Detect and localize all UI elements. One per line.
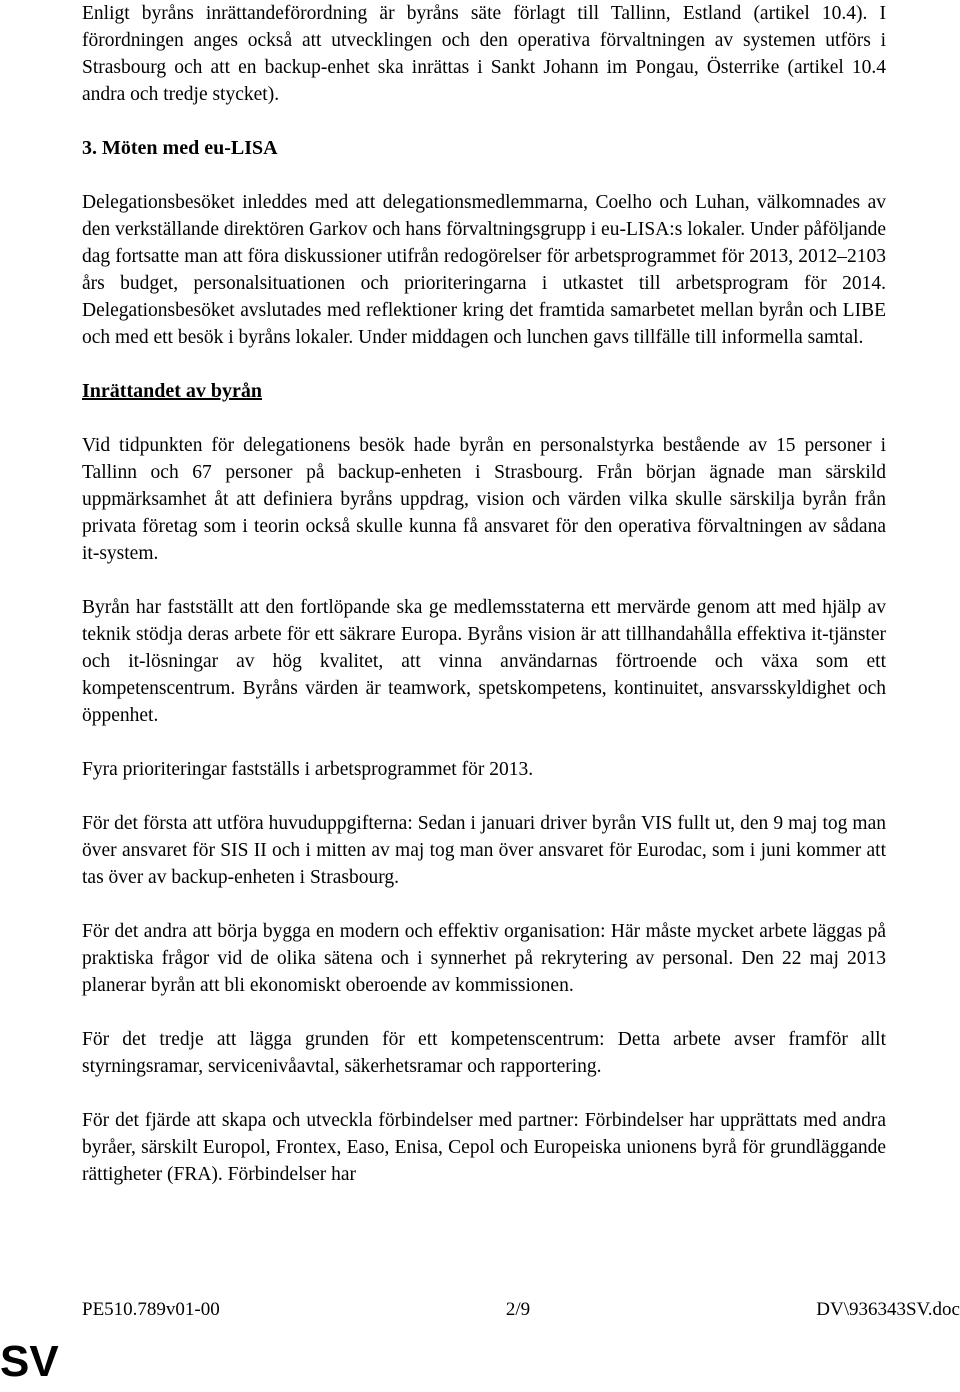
meetings-paragraph: Delegationsbesöket inleddes med att delegationsmedlemmarna, Coelho och Luhan, välkomnades av den verkställande direktören Garkov och hans förvaltningsgrupp i eu-LISA:s lokaler. Under påföljande dag fortsatte man att föra diskussioner utifrån redogörelser för arbetsprogrammet för 2013, 2012–2103 års budget, personalsituationen och prioriteringarna i utkastet till arbetsprogram för 2014. Delegationsbesöket avslutades med reflektioner kring det framtida samarbetet mellan byrån och LIBE och med ett besök i byråns lokaler. Under middagen och lunchen gavs tillfälle till informella samtal.	[82, 192, 886, 348]
footer-page-number: 2/9	[505, 1299, 531, 1320]
footer-doc-ref: PE510.789v01-00	[82, 1299, 220, 1320]
priority-4-paragraph: För det fjärde att skapa och utveckla förbindelser med partner: Förbindelser har upprättats med andra byråer, särskilt Europol, Frontex, Easo, Enisa, Cepol och Europeiska unionens byrå för grundläggande rättigheter (FRA). Förbindelser har	[82, 1110, 886, 1185]
document-body	[82, 0, 886, 1188]
language-code: SV	[0, 1337, 59, 1386]
priorities-intro: Fyra prioriteringar fastställs i arbetsprogrammet för 2013.	[82, 759, 534, 780]
intro-paragraph: Enligt byråns inrättandeförordning är byråns säte förlagt till Tallinn, Estland (artikel 10.4). I förordningen anges också att utvecklingen och den operativa förvaltningen av systemen utförs i Strasbourg och att en backup-enhet ska inrättas i Sankt Johann im Pongau, Österrike (artikel 10.4 andra och tredje stycket).	[82, 3, 886, 105]
establishment-paragraph-1: Vid tidpunkten för delegationens besök hade byrån en personalstyrka bestående av 15 personer i Tallinn och 67 personer på backup-enheten i Strasbourg. Från början ägnade man särskild uppmärksamhet åt att definiera byråns uppdrag, vision och värden vilka skulle särskilja byrån från privata företag som i teorin också skulle kunna få ansvaret för den operativa förvaltningen av sådana it-system.	[82, 435, 886, 564]
priority-1-paragraph: För det första att utföra huvuduppgifterna: Sedan i januari driver byrån VIS fullt ut, den 9 maj tog man över ansvaret för SIS II och i mitten av maj tog man över ansvaret för Eurodac, som i juni kommer att tas över av backup-enheten i Strasbourg.	[82, 813, 886, 888]
establishment-paragraph-2: Byrån har fastställt att den fortlöpande ska ge medlemsstaterna ett mervärde genom att med hjälp av teknik stödja deras arbete för ett säkrare Europa. Byråns vision är att tillhandahålla effektiva it-tjänster och it-lösningar av hög kvalitet, att vinna användarnas förtroende och växa som ett kompetenscentrum. Byråns värden är teamwork, spetskompetens, kontinuitet, ansvarsskyldighet och öppenhet.	[82, 597, 886, 726]
footer-file-ref: DV\936343SV.doc	[816, 1299, 960, 1320]
section-heading-meetings: 3. Möten med eu-LISA	[82, 137, 278, 159]
section-heading-establishment: Inrättandet av byrån	[82, 380, 263, 402]
page-footer	[82, 1298, 960, 1322]
priority-3-paragraph: För det tredje att lägga grunden för ett kompetenscentrum: Detta arbete avser framför allt styrningsramar, servicenivåavtal, säkerhetsramar och rapportering.	[82, 1029, 886, 1077]
priority-2-paragraph: För det andra att börja bygga en modern och effektiv organisation: Här måste mycket arbete läggas på praktiska frågor vid de olika sätena och i synnerhet på rekrytering av personal. Den 22 maj 2013 planerar byrån att bli ekonomiskt oberoende av kommissionen.	[82, 921, 886, 996]
